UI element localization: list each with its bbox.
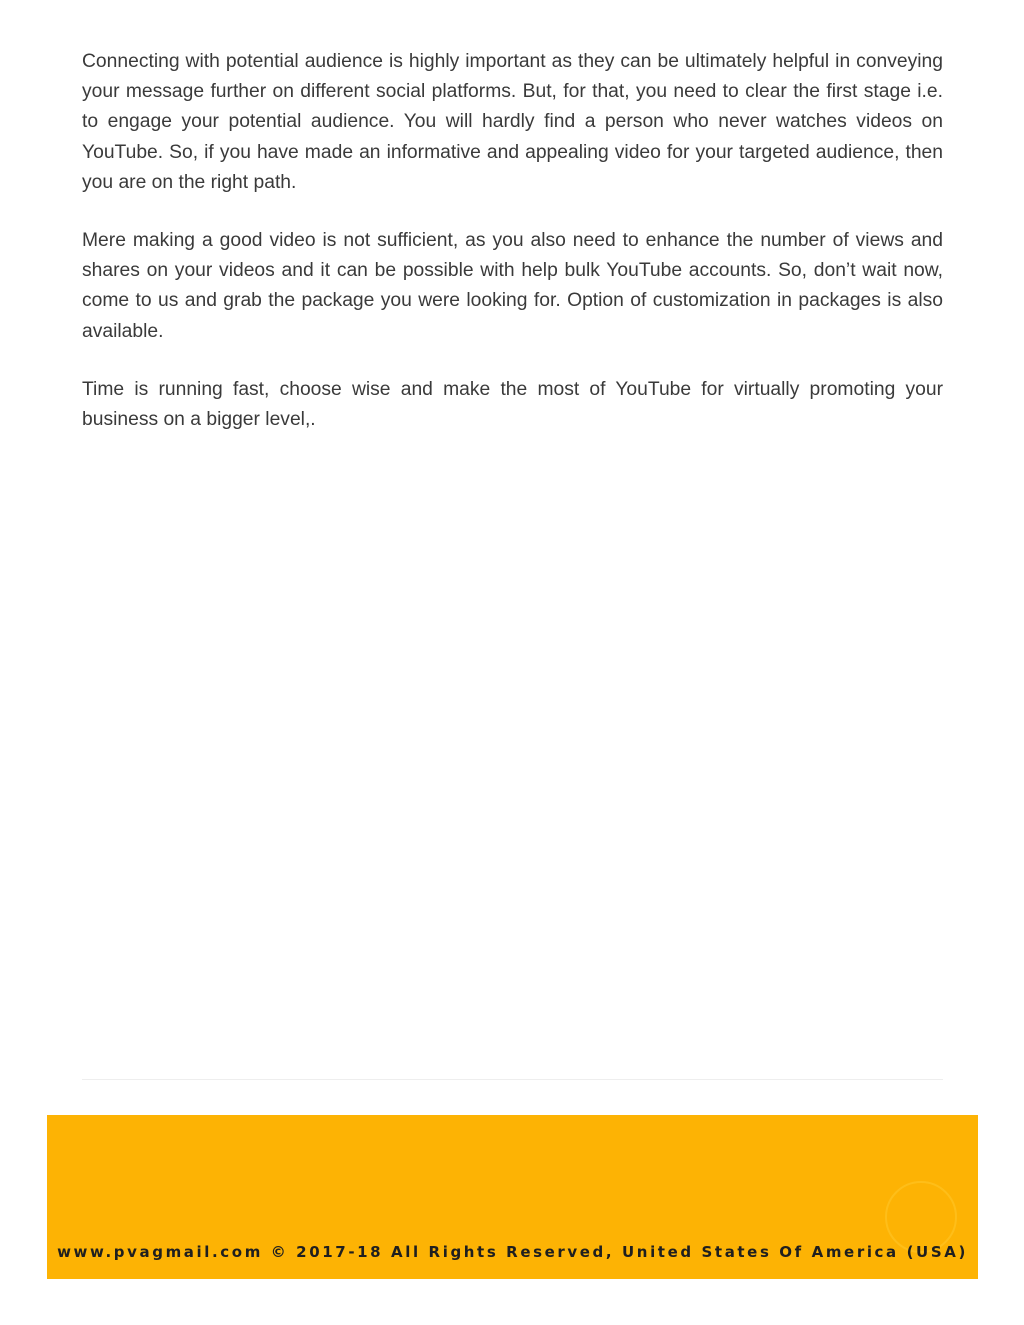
footer-divider [82, 1079, 943, 1080]
body-paragraph-3: Time is running fast, choose wise and make the most of YouTube for virtually promoting your business on a bigger level,. [82, 378, 943, 431]
footer-copyright: www.pvagmail.com © 2017-18 All Rights Reserved, United States Of America (USA) [57, 1243, 968, 1261]
body-paragraph-2: Mere making a good video is not sufficient, as you also need to enhance the number of views and shares on your videos and it can be possible with help bulk YouTube accounts. So, don’t wait now, come to us and grab the package you were looking for. Option of customization in packages is also available. [82, 230, 943, 342]
body-content [82, 47, 943, 463]
footer-banner [47, 1115, 978, 1279]
body-paragraph-1: Connecting with potential audience is highly important as they can be ultimately helpful in conveying your message further on different social platforms. But, for that, you need to clear the first stage i.e. to engage your potential audience. You will hardly find a person who never watches videos on YouTube. So, if you have made an informative and appealing video for your targeted audience, then you are on the right path. [82, 51, 943, 193]
